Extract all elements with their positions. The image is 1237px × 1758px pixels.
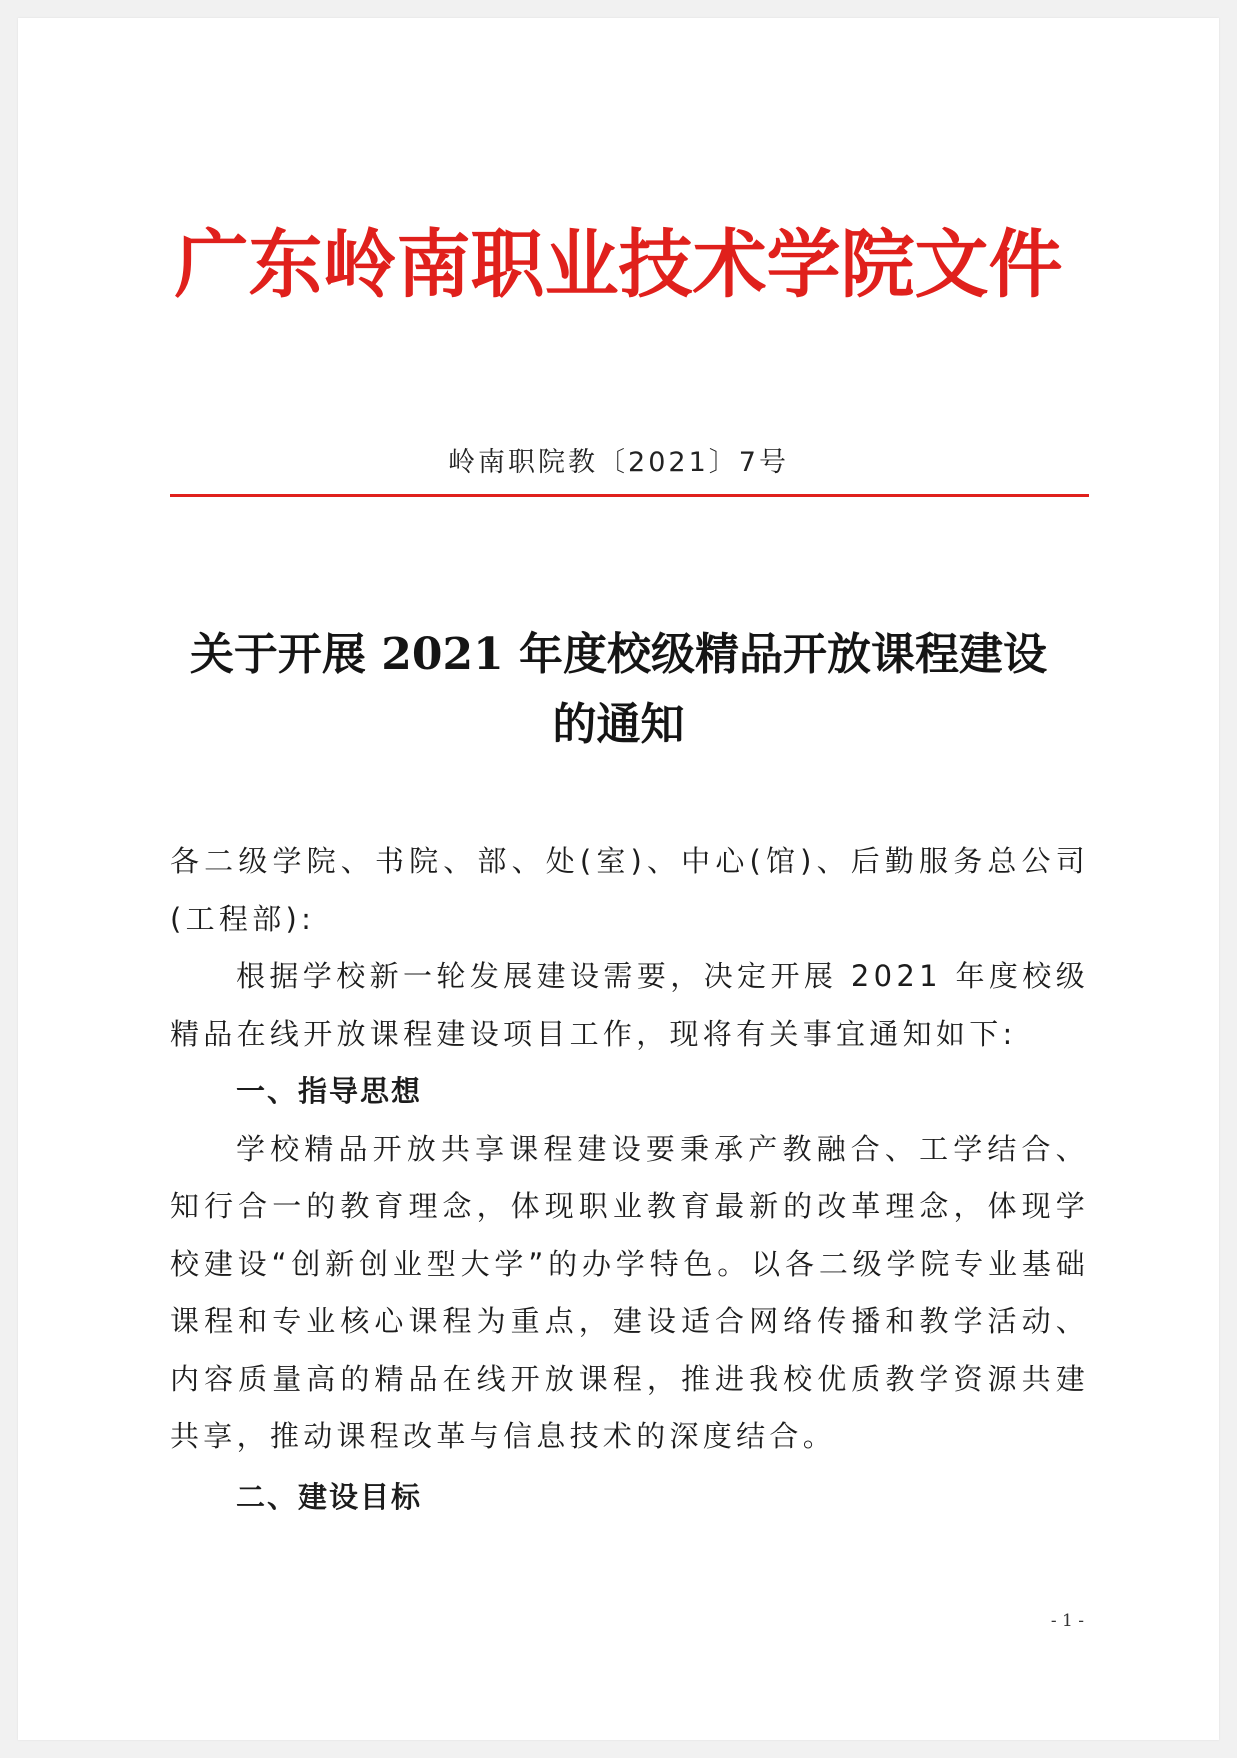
document-page: [18, 18, 1219, 1740]
header-divider: [170, 494, 1089, 497]
intro-paragraph: 根据学校新一轮发展建设需要，决定开展 2021 年度校级精品在线开放课程建设项目工作，现将有关事宜通知如下:: [170, 959, 1089, 1051]
page-number: - 1 -: [1050, 1611, 1084, 1631]
guiding-thought-paragraph: 学校精品开放共享课程建设要秉承产教融合、工学结合、知行合一的教育理念，体现职业教育最新的改革理念，体现学校建设“创新创业型大学”的办学特色。以各二级学院专业基础课程和专业核心课程为重点，建设适合网络传播和教学活动、内容质量高的精品在线开放课程，推进我校优质教学资源共建共享，推动课程改革与信息技术的深度结合。: [170, 1131, 1089, 1453]
section-heading-guiding-thought: 一、指导思想: [236, 1074, 423, 1108]
notice-title: [18, 620, 1219, 760]
notice-title-line-2: 的通知: [552, 699, 685, 750]
recipients-line: 各二级学院、书院、部、处(室)、中心(馆)、后勤服务总公司(工程部):: [170, 844, 1089, 936]
document-header-title: 广东岭南职业技术学院文件: [174, 222, 1063, 308]
section-heading-construction-goals: 二、建设目标: [236, 1479, 423, 1514]
document-number: 岭南职院教〔2021〕7号: [448, 447, 789, 478]
notice-title-line-1: 关于开展 2021 年度校级精品开放课程建设: [189, 629, 1048, 680]
notice-body: [170, 833, 1089, 1526]
